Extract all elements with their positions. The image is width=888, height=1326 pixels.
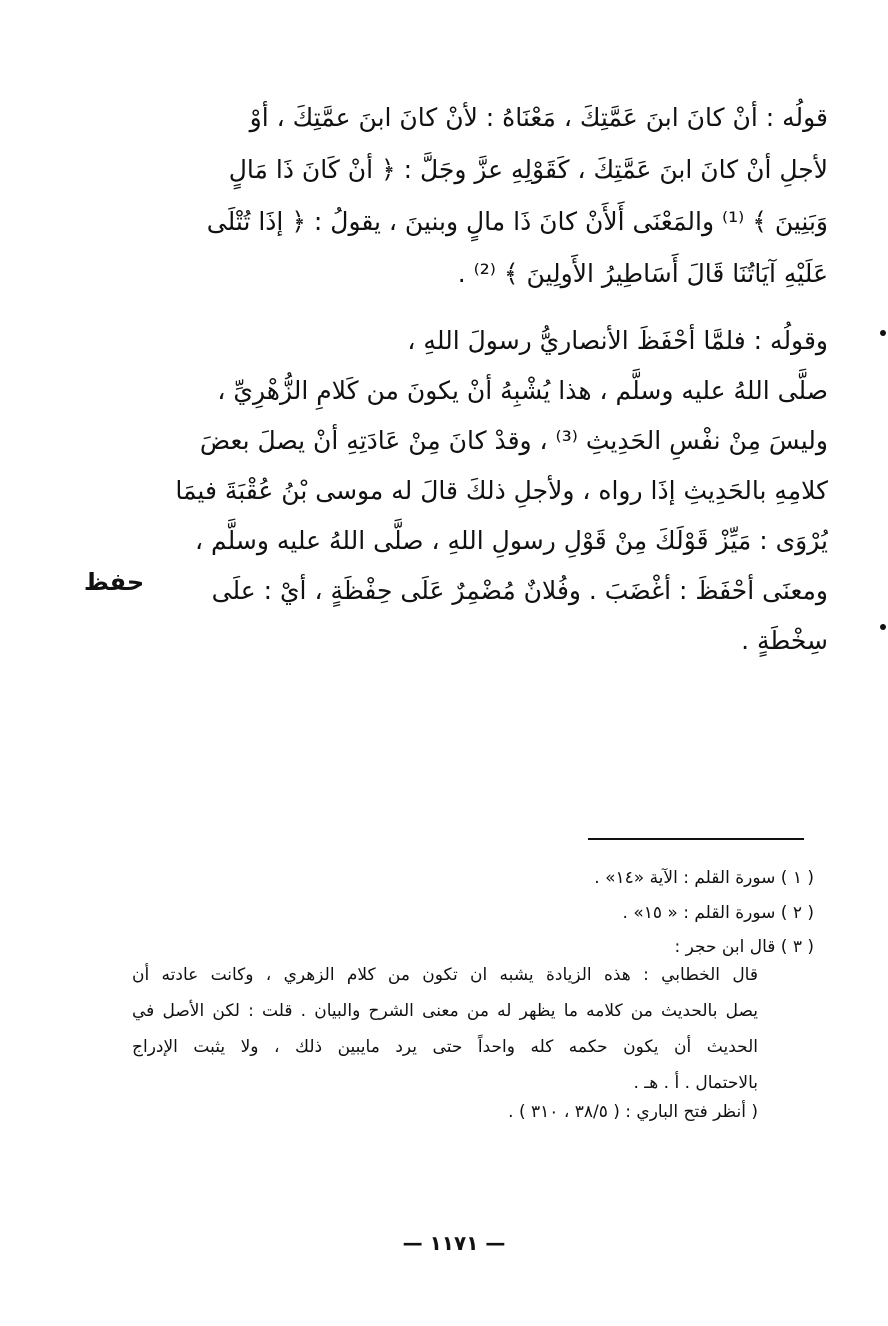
margin-dot-mark <box>880 624 886 630</box>
text-line: سِخْطَةٍ . <box>741 626 828 655</box>
text-line: صلَّى اللهُ عليه وسلَّم ، هذا يُشْبِهُ أنْ يكونَ من كَلامِ الزُّهْرِيِّ ، <box>217 376 828 405</box>
page-number: — ١١٧١ — <box>402 1231 506 1255</box>
footnote-2: ( ٢ ) سورة القلم : « ١٥» . <box>622 903 814 923</box>
footnote-quote-line: الحديث أن يكون حكمه كله واحداً حتى يرد مايبين ذلك ، ولا يثبت الإدراج <box>132 1037 758 1057</box>
margin-dot-mark <box>880 330 886 336</box>
margin-keyword: حفظ <box>83 568 145 596</box>
footnote-quote-line: يصل بالحديث من كلامه ما يظهر له من معنى الشرح والبيان . قلت : لكن الأصل في <box>132 1001 758 1021</box>
text-line: لأجلِ أنْ كانَ ابنَ عَمَّتِكَ ، كَقَوْلِهِ عزَّ وجَلَّ : ﴿ أنْ كَانَ ذَا مَالٍ <box>228 155 828 184</box>
footnote-reference: ( أنظر فتح الباري : ( ٣٨/٥ ، ٣١٠ ) . <box>508 1102 758 1122</box>
text-line: قولُه : أنْ كانَ ابنَ عَمَّتِكَ ، مَعْنَاهُ : لأنْ كانَ ابنَ عمَّتِكَ ، أوْ <box>249 103 828 132</box>
text-line: عَلَيْهِ آيَاتُنَا قَالَ أَسَاطِيرُ الأَولِينَ ﴾ ⁽²⁾ . <box>457 259 828 288</box>
footnote-3: ( ٣ ) قال ابن حجر : <box>674 937 814 957</box>
paragraph-1 <box>148 92 828 300</box>
text-line: ومعنَى أحْفَظَ : أغْضَبَ . وفُلانٌ مُضْمِرٌ عَلَى حِفْظَةٍ ، أيْ : علَى <box>211 576 828 605</box>
footnote-quote-line: قال الخطابي : هذه الزيادة يشبه ان تكون من كلام الزهري ، وكانت عادته أن <box>132 965 758 985</box>
paragraph-2 <box>148 316 828 666</box>
footnote-quote-line: بالاحتمال . أ . هـ . <box>633 1073 758 1093</box>
text-line: يُرْوَى : مَيِّزْ قَوْلَكَ مِنْ قَوْلِ رسولِ اللهِ ، صلَّى اللهُ عليه وسلَّم ، <box>195 526 828 555</box>
text-line: كلامِهِ بالحَدِيثِ إذَا رواه ، ولأجلِ ذلكَ قالَ له موسى بْنُ عُقْبَةَ فيمَا <box>175 476 828 505</box>
text-line: وقولُه : فلمَّا أحْفَظَ الأنصاريُّ رسولَ اللهِ ، <box>407 326 828 355</box>
text-line: وَبَنِينَ ﴾ ⁽¹⁾ والمَعْنَى أَلأَنْ كانَ ذَا مالٍ وبنينَ ، يقولُ : ﴿ إذَا تُتْلَى <box>206 207 828 236</box>
text-line: وليسَ مِنْ نفْسِ الحَدِيثِ ⁽³⁾ ، وقدْ كانَ مِنْ عَادَتِهِ أنْ يصلَ بعضَ <box>199 426 828 455</box>
footnote-separator <box>588 838 804 840</box>
footnote-1: ( ١ ) سورة القلم : الآية «١٤» . <box>594 868 814 888</box>
